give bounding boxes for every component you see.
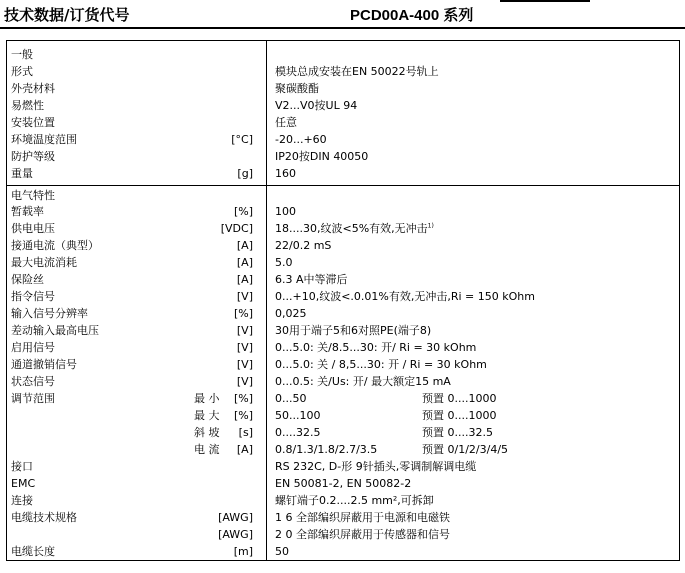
differential-value: 30用于端子5和6对照PE(端子8)	[275, 324, 432, 337]
adjust-min-row	[7, 390, 679, 407]
page-header	[0, 0, 685, 32]
supply-label: 供电电压	[11, 222, 55, 235]
duty-row	[7, 203, 679, 220]
max-current-row	[7, 254, 679, 271]
connection-label: 连接	[11, 494, 33, 507]
cable-length-unit: [m]	[233, 545, 253, 558]
adjust-ramp-row	[7, 424, 679, 441]
adjust-max-value: 50...100	[275, 409, 321, 422]
form-row	[7, 63, 679, 80]
mounting-value: 任意	[275, 116, 297, 129]
adjust-ramp-unit: [s]	[238, 426, 253, 439]
supply-footnote: 1)	[427, 222, 434, 230]
inrush-row	[7, 237, 679, 254]
command-unit: [V]	[236, 290, 253, 303]
emc-value: EN 50081-2, EN 50082-2	[275, 477, 412, 490]
differential-label: 差动输入最高电压	[11, 324, 99, 337]
cable-spec-value-2: 2 0 全部编织屏蔽用于传感器和信号	[275, 528, 450, 541]
fuse-row	[7, 271, 679, 288]
supply-value-wrap	[275, 220, 434, 237]
resolution-unit: [%]	[233, 307, 253, 320]
cable-length-label: 电缆长度	[11, 545, 55, 558]
cable-spec-row-1	[7, 509, 679, 526]
mounting-row	[7, 114, 679, 131]
adjust-min-value: 0...50	[275, 392, 307, 405]
section-title-general: 一般	[11, 48, 33, 61]
cancel-row	[7, 356, 679, 373]
cable-spec-row-2	[7, 526, 679, 543]
electrical-title-row	[7, 187, 679, 204]
enable-label: 启用信号	[11, 341, 55, 354]
mounting-label: 安装位置	[11, 116, 55, 129]
cable-spec-unit-2: [AWG]	[218, 528, 253, 541]
header-top-mark	[500, 0, 590, 2]
housing-label: 外壳材料	[11, 82, 55, 95]
spec-table	[6, 40, 680, 561]
enable-value: 0...5.0: 关/8.5...30: 开/ Ri = 30 kOhm	[275, 341, 477, 354]
duty-value: 100	[275, 205, 296, 218]
connection-value: 螺钉端子0.2....2.5 mm²,可拆卸	[275, 494, 434, 507]
general-title-row	[7, 46, 679, 63]
housing-value: 聚碳酸酯	[275, 82, 319, 95]
adjust-ramp-value: 0....32.5	[275, 426, 321, 439]
adjust-current-label: 电 流	[194, 443, 220, 456]
command-label: 指令信号	[11, 290, 55, 303]
fuse-value: 6.3 A中等滞后	[275, 273, 348, 286]
status-unit: [V]	[236, 375, 253, 388]
supply-value: 18....30,纹波<5%有效,无冲击	[275, 222, 428, 235]
enable-row	[7, 339, 679, 356]
adjust-current-value: 0.8/1.3/1.8/2.7/3.5	[275, 443, 378, 456]
emc-row	[7, 475, 679, 492]
enable-unit: [V]	[236, 341, 253, 354]
housing-row	[7, 80, 679, 97]
max-current-label: 最大电流消耗	[11, 256, 77, 269]
adjust-current-preset: 预置 0/1/2/3/4/5	[422, 443, 509, 456]
adjust-ramp-label: 斜 坡	[194, 426, 220, 439]
weight-label: 重量	[11, 167, 33, 180]
fuse-unit: [A]	[236, 273, 253, 286]
header-left-title: 技术数据/订货代号	[4, 6, 130, 24]
inrush-value: 22/0.2 mS	[275, 239, 332, 252]
max-current-value: 5.0	[275, 256, 293, 269]
resolution-value: 0,025	[275, 307, 307, 320]
cancel-value: 0...5.0: 关 / 8,5...30: 开 / Ri = 30 kOhm	[275, 358, 487, 371]
adjust-min-label: 最 小	[194, 392, 220, 405]
adjust-current-row	[7, 441, 679, 458]
flammability-row	[7, 97, 679, 114]
differential-unit: [V]	[236, 324, 253, 337]
interface-label: 接口	[11, 460, 33, 473]
weight-value: 160	[275, 167, 296, 180]
adjust-min-unit: [%]	[233, 392, 253, 405]
adjust-max-row	[7, 407, 679, 424]
temperature-unit: [°C]	[231, 133, 253, 146]
duty-label: 暂载率	[11, 205, 44, 218]
duty-unit: [%]	[233, 205, 253, 218]
fuse-label: 保险丝	[11, 273, 44, 286]
adjust-max-label: 最 大	[194, 409, 220, 422]
adjust-max-unit: [%]	[233, 409, 253, 422]
adjust-max-preset: 预置 0....1000	[422, 409, 497, 422]
section-title-electrical: 电气特性	[11, 189, 55, 202]
cable-spec-value-1: 1 6 全部编织屏蔽用于电源和电磁铁	[275, 511, 450, 524]
adjust-label: 调节范围	[11, 392, 55, 405]
status-row	[7, 373, 679, 390]
weight-unit: [g]	[237, 167, 253, 180]
inrush-unit: [A]	[236, 239, 253, 252]
status-label: 状态信号	[11, 375, 55, 388]
cable-length-value: 50	[275, 545, 289, 558]
command-row	[7, 288, 679, 305]
emc-label: EMC	[11, 477, 36, 490]
protection-label: 防护等级	[11, 150, 55, 163]
temperature-value: -20...+60	[275, 133, 327, 146]
cable-spec-label: 电缆技术规格	[11, 511, 77, 524]
interface-value: RS 232C, D-形 9针插头,零调制解调电缆	[275, 460, 477, 473]
form-value: 模块总成安装在EN 50022号轨上	[275, 65, 439, 78]
status-value: 0...0.5: 关/Us: 开/ 最大额定15 mA	[275, 375, 451, 388]
resolution-label: 输入信号分辨率	[11, 307, 88, 320]
flammability-value: V2...V0按UL 94	[275, 99, 358, 112]
section-divider	[7, 185, 679, 186]
cancel-unit: [V]	[236, 358, 253, 371]
inrush-label: 接通电流（典型）	[11, 239, 99, 252]
differential-row	[7, 322, 679, 339]
header-rule	[0, 27, 685, 29]
protection-row	[7, 148, 679, 165]
connection-row	[7, 492, 679, 509]
protection-value: IP20按DIN 40050	[275, 150, 369, 163]
cancel-label: 通道撤销信号	[11, 358, 77, 371]
form-label: 形式	[11, 65, 33, 78]
adjust-current-unit: [A]	[236, 443, 253, 456]
adjust-min-preset: 预置 0....1000	[422, 392, 497, 405]
supply-row	[7, 220, 679, 237]
temperature-label: 环境温度范围	[11, 133, 77, 146]
max-current-unit: [A]	[236, 256, 253, 269]
flammability-label: 易燃性	[11, 99, 44, 112]
supply-unit: [VDC]	[220, 222, 253, 235]
cable-length-row	[7, 543, 679, 560]
weight-row	[7, 165, 679, 182]
command-value: 0...+10,纹波<.0.01%有效,无冲击,Ri = 150 kOhm	[275, 290, 535, 303]
cable-spec-unit-1: [AWG]	[218, 511, 253, 524]
adjust-ramp-preset: 预置 0....32.5	[422, 426, 493, 439]
header-right-title: PCD00A-400 系列	[350, 7, 474, 24]
temperature-row	[7, 131, 679, 148]
interface-row	[7, 458, 679, 475]
resolution-row	[7, 305, 679, 322]
